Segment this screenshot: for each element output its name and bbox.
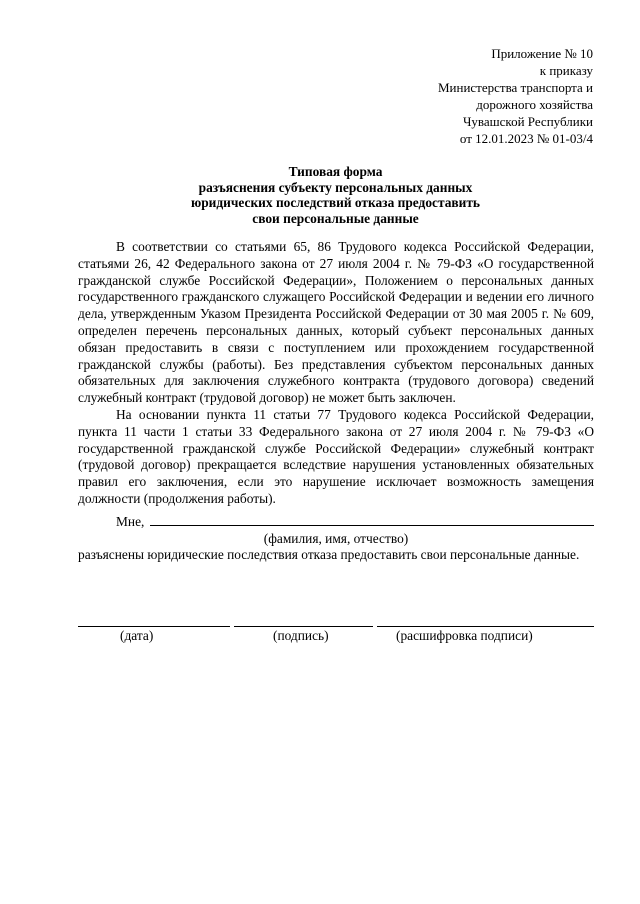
full-name-caption: (фамилия, имя, отчество) xyxy=(263,531,409,546)
document-title xyxy=(78,164,593,226)
signature-caption: (подпись) xyxy=(273,628,329,643)
paragraph-termination: На основании пункта 11 статьи 77 Трудового кодекса Российской Федерации, пункта 11 части 1 статьи 33 Федерального закона от 27 июля 2004 г. № 79-ФЗ «О государственной гражданской службе Российской Федерации» служебный контракт (трудовой договор) прекращается вследствие нарушения установленных обязательных правил его заключения, если это нарушение исключает возможность замещения должности (продолжения работы). xyxy=(78,406,594,506)
name-field-row xyxy=(78,513,594,531)
appendix-header xyxy=(373,45,593,147)
appendix-line: Министерства транспорта и xyxy=(437,80,593,95)
paragraph-legal-basis: В соответствии со статьями 65, 86 Трудового кодекса Российской Федерации, статьями 26, 42 Федерального закона от 27 июля 2004 г. № 79-ФЗ «О государственной гражданской службе Российской Федерации», Положением о персональных данных государственного гражданского служащего Российской Федерации и ведении его личного дела, утвержденным Указом Президента Российской Федерации от 30 мая 2005 г. № 609, определен перечень персональных данных, который субъект персональных данных обязан предоставить в связи с поступлением или прохождением государственной гражданской службы (работы). Без представления субъектом персональных данных обязательных для заключения служебного контракта (трудового договора) сведений служебный контракт (трудовой договор) не может быть заключен. xyxy=(78,239,594,406)
title-line: юридических последствий отказа предоставить xyxy=(190,195,480,210)
date-blank-line xyxy=(78,626,230,627)
title-line: свои персональные данные xyxy=(252,210,419,226)
appendix-line: Приложение № 10 xyxy=(491,46,593,61)
full-name-blank-line xyxy=(150,513,594,526)
document-body xyxy=(78,239,594,508)
appendix-line: к приказу xyxy=(539,63,593,78)
title-line: Типовая форма xyxy=(288,164,383,179)
signature-blank-line xyxy=(234,626,373,627)
appendix-line: от 12.01.2023 № 01-03/4 xyxy=(459,131,593,146)
title-line: разъяснения субъекту персональных данных xyxy=(198,179,473,195)
explained-statement: разъяснены юридические последствия отказа предоставить свои персональные данные. xyxy=(78,547,580,562)
date-caption: (дата) xyxy=(120,628,154,643)
appendix-line: дорожного хозяйства xyxy=(476,97,593,112)
signature-row xyxy=(78,626,594,627)
decoding-blank-line xyxy=(377,626,594,627)
appendix-line: Чувашской Республики xyxy=(462,114,593,129)
decoding-caption: (расшифровка подписи) xyxy=(396,628,533,643)
name-prefix-label: Мне, xyxy=(116,514,145,529)
